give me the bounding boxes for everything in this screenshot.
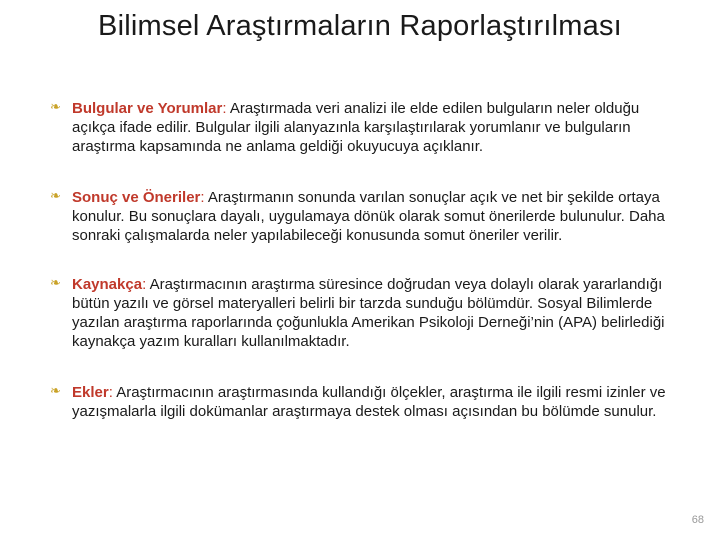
bullet-item-bulgular: [50, 99, 680, 156]
gold-leaf-bullet-icon: ❧: [50, 384, 61, 399]
bullet-item-sonuc: [50, 188, 680, 245]
slide-title: Bilimsel Araştırmaların Raporlaştırılması: [98, 10, 622, 42]
bullet-item-kaynakca: [50, 275, 680, 351]
bullet-text: Araştırmacının araştırma süresince doğrudan veya dolaylı olarak yararlandığı bütün yazılı ve görsel materyalleri belirli bir tarzda sunduğu bölümdür. Sosyal Bilimlerde yazılan araştırma raporlarında çoğunlukla Amerikan Psikoloji Derneği’nin (APA) belirlediği kaynakça yazım kuralları kullanılmaktadır.: [72, 276, 665, 350]
bullet-item-ekler: [50, 383, 680, 421]
bullet-list: [50, 99, 680, 421]
bullet-term: Kaynakça:: [72, 276, 147, 293]
gold-leaf-bullet-icon: ❧: [50, 100, 61, 115]
bullet-text: Araştırmanın sonunda varılan sonuçlar açık ve net bir şekilde ortaya konulur. Bu sonuçlara dayalı, uygulamaya dönük olarak somut önerilerde bulunulur. Daha sonraki çalışmalarda neler yapılabileceği konusunda somut öneriler verilir.: [72, 189, 665, 244]
bullet-text: Araştırmada veri analizi ile elde edilen bulguların neler olduğu açıkça ifade edilir. Bulgular ilgili alanyazınla karşılaştırılarak yorumlanır ve bulguların araştırma kapsamında ne anlama geldiği okuyucuya açıklanır.: [72, 100, 640, 155]
page-number: 68: [691, 514, 704, 526]
bullet-text: Araştırmacının araştırmasında kullandığı ölçekler, araştırma ile ilgili resmi izinler ve yazışmalarla ilgili dokümanlar araştırmaya destek olması açısından bu bölümde sunulur.: [72, 384, 666, 420]
gold-leaf-bullet-icon: ❧: [50, 276, 61, 291]
bullet-term: Ekler:: [72, 384, 113, 401]
bullet-term: Sonuç ve Öneriler:: [72, 189, 205, 206]
gold-leaf-bullet-icon: ❧: [50, 189, 61, 204]
bullet-term: Bulgular ve Yorumlar:: [72, 100, 227, 117]
